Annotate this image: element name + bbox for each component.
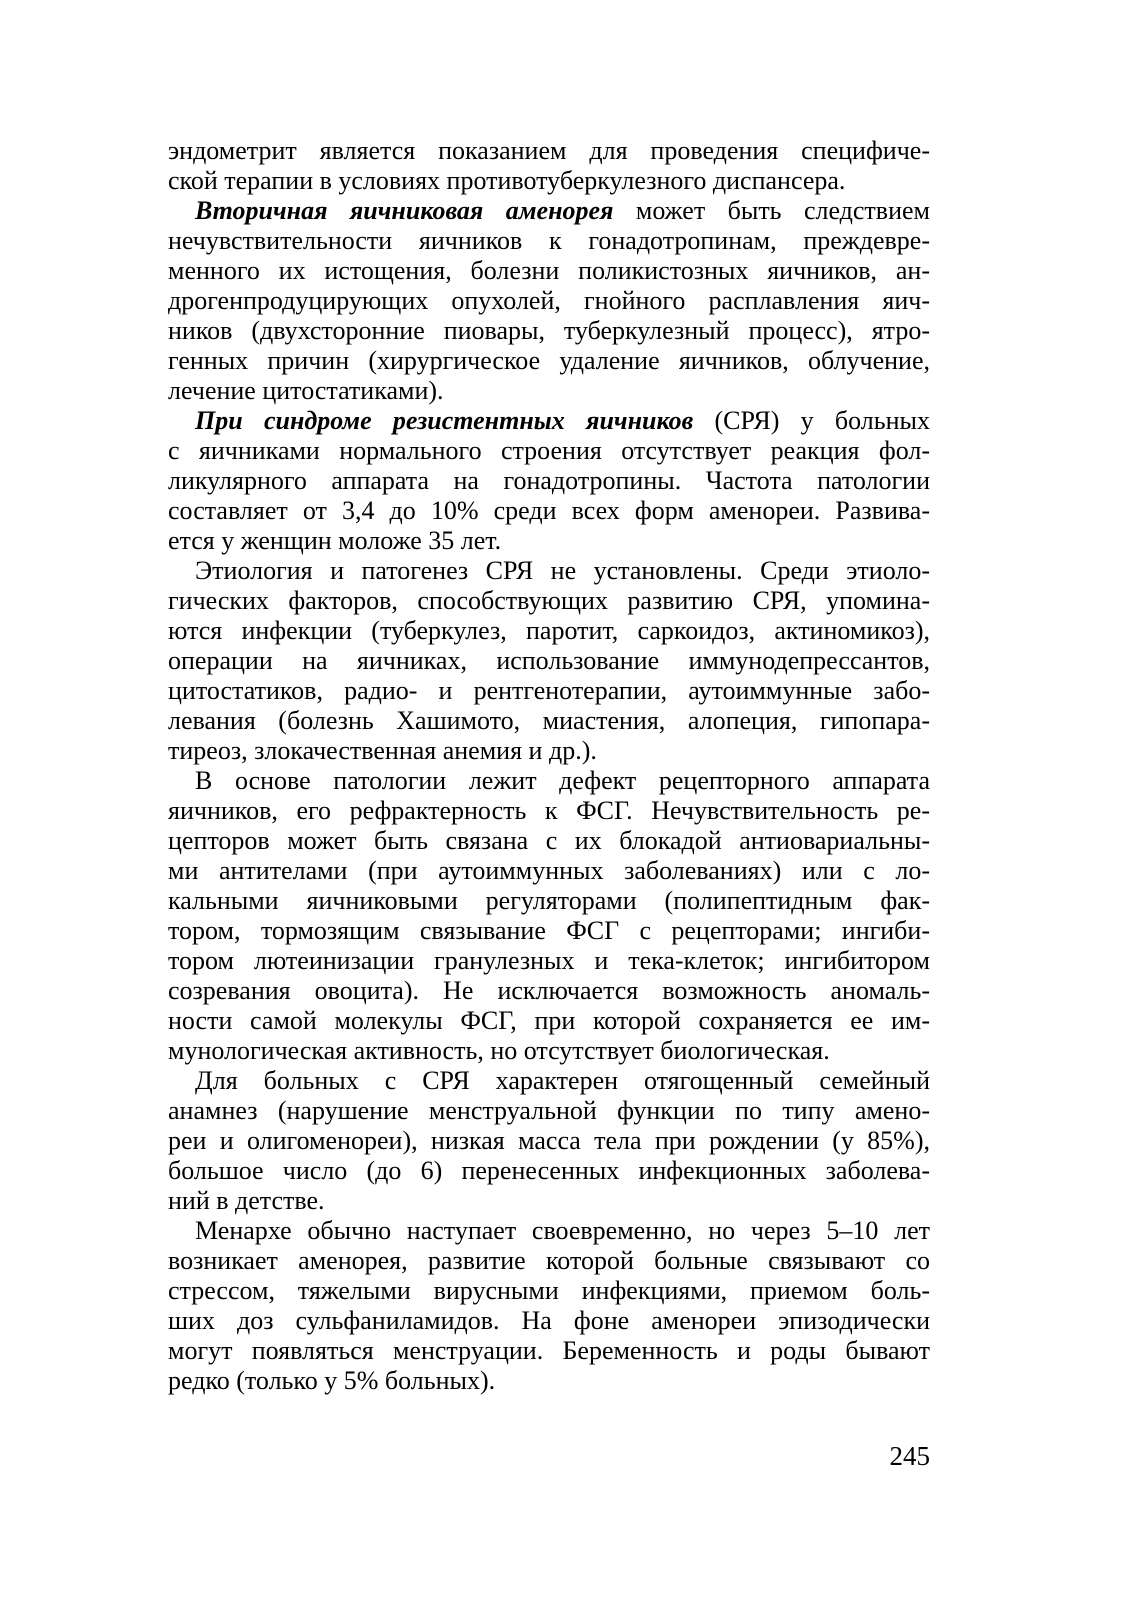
lead-phrase: При синдроме резистентных яичников	[195, 406, 694, 435]
text-line: ний в детстве.	[168, 1186, 325, 1215]
text-column	[168, 136, 930, 1396]
text-line: анамнез (нарушение менструальной функции по типу амено-	[168, 1096, 930, 1125]
text-line: составляет от 3,4 до 10% среди всех форм аменореи. Развива-	[168, 496, 930, 525]
text-line: нечувствительности яичников к гонадотропинам, преждевре-	[168, 226, 930, 255]
text-line: В основе патологии лежит дефект рецепторного аппарата	[195, 766, 930, 795]
lead-phrase: Вторичная яичниковая аменорея	[195, 196, 614, 225]
text-line: могут появляться менструации. Беременность и роды бывают	[168, 1336, 930, 1365]
text-line: генных причин (хирургическое удаление яичников, облучение,	[168, 346, 930, 375]
text-line: реи и олигоменореи), низкая масса тела при рождении (у 85%),	[168, 1126, 930, 1155]
text-line: большое число (до 6) перенесенных инфекционных заболева-	[168, 1156, 930, 1185]
text-line: операции на яичниках, использование иммунодепрессантов,	[168, 646, 930, 675]
text-line: с яичниками нормального строения отсутствует реакция фол-	[168, 436, 930, 465]
text-line: стрессом, тяжелыми вирусными инфекциями, приемом боль-	[168, 1276, 930, 1305]
paragraph	[168, 406, 930, 556]
text-line: мунологическая активность, но отсутствует биологическая.	[168, 1036, 830, 1065]
text-line: лечение цитостатиками).	[168, 376, 444, 405]
text-line: ской терапии в условиях противотуберкулезного диспансера.	[168, 166, 846, 195]
text-line: ников (двухсторонние пиовары, туберкулезный процесс), ятро-	[168, 316, 930, 345]
text-line: тиреоз, злокачественная анемия и др.).	[168, 736, 597, 765]
paragraph	[168, 556, 930, 766]
text-line: тором, тормозящим связывание ФСГ с рецепторами; ингиби-	[168, 916, 930, 945]
text-line: Менархе обычно наступает своевременно, но через 5–10 лет	[195, 1216, 930, 1245]
text-line: яичников, его рефрактерность к ФСГ. Нечувствительность ре-	[168, 796, 930, 825]
text-line: Для больных с СРЯ характерен отягощенный семейный	[195, 1066, 930, 1095]
paragraph	[168, 196, 930, 406]
text-line: ших доз сульфаниламидов. На фоне аменореи эпизодически	[168, 1306, 930, 1335]
text-line: кальными яичниковыми регуляторами (полипептидным фак-	[168, 886, 930, 915]
text-line: ликулярного аппарата на гонадотропины. Частота патологии	[168, 466, 930, 495]
paragraph	[168, 766, 930, 1066]
text-line: цитостатиков, радио- и рентгенотерапии, аутоиммунные забо-	[168, 676, 930, 705]
page-number: 245	[889, 1441, 930, 1471]
paragraph	[168, 1216, 930, 1396]
text-line: ется у женщин моложе 35 лет.	[168, 526, 502, 555]
text-line: тором лютеинизации гранулезных и тека-клеток; ингибитором	[168, 946, 930, 975]
text-line: созревания овоцита). Не исключается возможность аномаль-	[168, 976, 930, 1005]
text-line: ми антителами (при аутоиммунных заболеваниях) или с ло-	[168, 856, 930, 885]
text-line	[168, 406, 930, 436]
text-line: цепторов может быть связана с их блокадой антиовариальны-	[168, 826, 930, 855]
text-line: ются инфекции (туберкулез, паротит, саркоидоз, актиномикоз),	[168, 616, 930, 645]
text-line: гических факторов, способствующих развитию СРЯ, упомина-	[168, 586, 930, 615]
text-line: ности самой молекулы ФСГ, при которой сохраняется ее им-	[168, 1006, 930, 1035]
paragraph	[168, 1066, 930, 1216]
text-line: Этиология и патогенез СРЯ не установлены. Среди этиоло-	[195, 556, 930, 585]
text-line: дрогенпродуцирующих опухолей, гнойного расплавления яич-	[168, 286, 930, 315]
paragraph	[168, 136, 930, 196]
text-line	[168, 196, 930, 226]
lead-rest: (СРЯ) у больных	[693, 406, 930, 435]
text-line: возникает аменорея, развитие которой больные связывают со	[168, 1246, 930, 1275]
text-line: эндометрит является показанием для проведения специфиче-	[168, 136, 930, 165]
text-line: менного их истощения, болезни поликистозных яичников, ан-	[168, 256, 930, 285]
text-line: редко (только у 5% больных).	[168, 1366, 496, 1395]
text-line: левания (болезнь Хашимото, миастения, алопеция, гипопара-	[168, 706, 930, 735]
lead-rest: может быть следствием	[613, 196, 930, 225]
